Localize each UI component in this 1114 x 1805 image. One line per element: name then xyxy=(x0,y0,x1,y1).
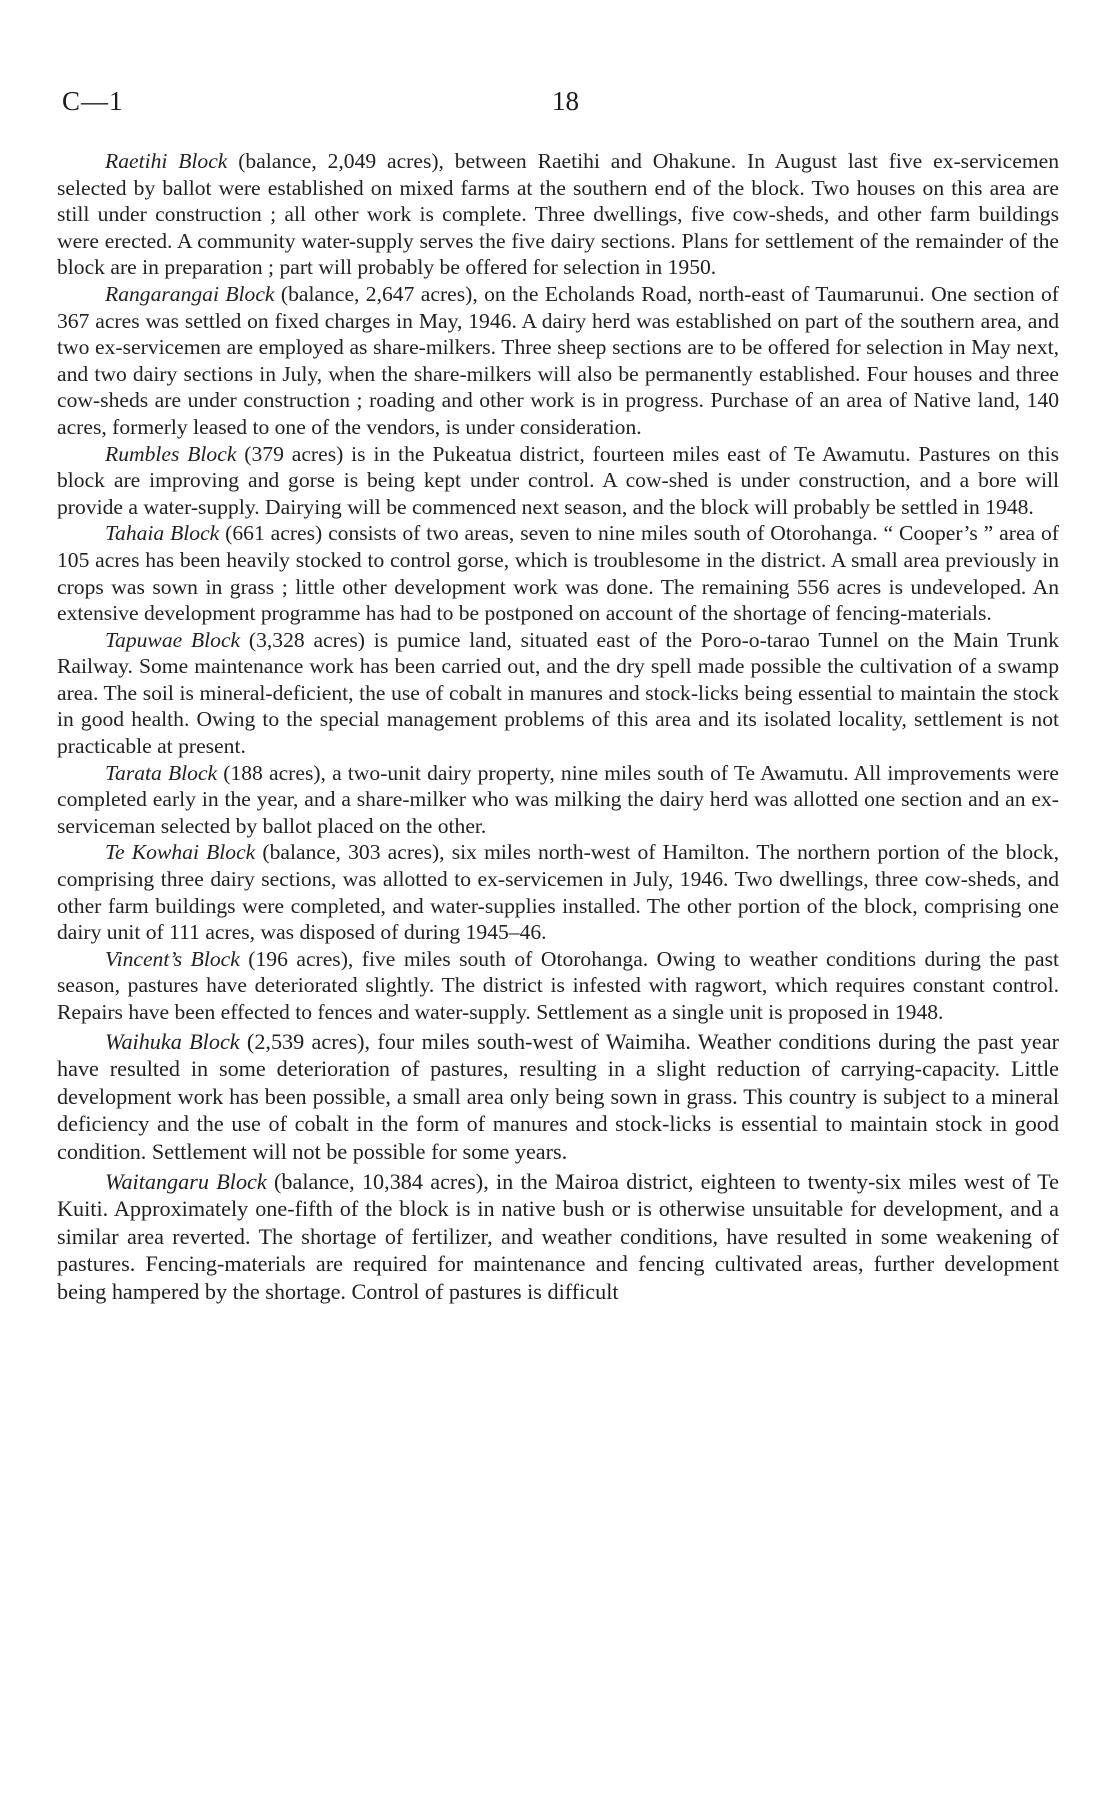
paragraph-rangarangai-block xyxy=(57,281,1059,441)
block-name: Waitangaru Block xyxy=(105,1168,267,1194)
paragraph-raetihi-block xyxy=(57,148,1059,281)
paragraph-tahaia-block xyxy=(57,520,1059,626)
page-header xyxy=(62,86,1062,126)
block-name: Tahaia Block xyxy=(105,521,220,546)
paragraph-text: (188 acres), a two-unit dairy property, nine miles south of Te Awamutu. All improvements were completed early in the year, and a share-milker who was milking the dairy herd was allotted one section and an ex-serviceman selected by ballot placed on the other. xyxy=(57,760,1060,838)
paragraph-text: (balance, 2,647 acres), on the Echolands Road, north-east of Taumarunui. One section of 367 acres was settled on fixed charges in May, 1946. A dairy herd was established on part of the southern area, and two ex-servicemen are employed as share-milkers. Three sheep sections are to be offered for selection in May next, and two dairy sections in July, when the share-milkers will also be permanently established. Four houses and three cow-sheds are under construction ; roading and other work is in progress. Purchase of an area of Native land, 140 acres, formerly leased to one of the vendors, is under consideration. xyxy=(57,281,1059,439)
paragraph-te-kowhai-block xyxy=(57,839,1059,945)
block-name: Raetihi Block xyxy=(105,149,228,173)
paragraph-text: (balance, 10,384 acres), in the Mairoa district, eighteen to twenty-six miles west of Te Kuiti. Approximately one-fifth of the block is in native bush or is otherwise unsuitable for development, and a similar area reverted. The shortage of fertilizer, and weather conditions, have resulted in some weakening of pastures. Fencing-materials are required for maintenance and fencing cultivated areas, further development being hampered by the shortage. Control of pastures is difficult xyxy=(57,1168,1059,1304)
paragraph-tapuwae-block xyxy=(57,627,1059,760)
paragraph-text: (balance, 303 acres), six miles north-west of Hamilton. The northern portion of the block, comprising three dairy sections, was allotted to ex-servicemen in July, 1946. Two dwellings, three cow-sheds, and other farm buildings were completed, and water-supplies installed. The other portion of the block, comprising one dairy unit of 111 acres, was disposed of during 1945–46. xyxy=(57,840,1060,945)
paragraph-vincents-block xyxy=(57,946,1059,1026)
block-name: Rumbles Block xyxy=(105,441,237,466)
paragraph-waitangaru-block xyxy=(57,1168,1059,1306)
paragraph-text: (379 acres) is in the Pukeatua district, fourteen miles east of Te Awamutu. Pastures on this block are improving and gorse is being kept under control. A cow-shed is under construction, and a bore will provide a water-supply. Dairying will be commenced next season, and the block will probably be settled in 1948. xyxy=(57,441,1059,519)
block-name: Tapuwae Block xyxy=(105,627,241,652)
block-name: Waihuka Block xyxy=(105,1028,240,1054)
paragraph-rumbles-block xyxy=(57,441,1059,521)
page-number: 18 xyxy=(552,86,579,116)
paragraph-text: (196 acres), five miles south of Otorohanga. Owing to weather conditions during the past season, pastures have deteriorated slightly. The district is infested with ragwort, which requires constant control. Repairs have been effected to fences and water-supply. Settlement as a single unit is proposed in 1948. xyxy=(57,946,1060,1024)
body-text xyxy=(57,148,1059,1306)
block-name: Vincent’s Block xyxy=(105,946,240,971)
paragraph-text: (3,328 acres) is pumice land, situated east of the Poro-o-tarao Tunnel on the Main Trunk Railway. Some maintenance work has been carried out, and the dry spell made possible the cultivation of a swamp area. The soil is mineral-deficient, the use of cobalt in manures and stock-licks being essential to maintain the stock in good health. Owing to the special management problems of this area and its isolated locality, settlement is not practicable at present. xyxy=(57,627,1059,759)
block-name: Te Kowhai Block xyxy=(105,840,256,865)
block-name: Rangarangai Block xyxy=(105,281,275,306)
document-code: C—1 xyxy=(62,86,124,116)
paragraph-tarata-block xyxy=(57,760,1059,840)
paragraph-text: (2,539 acres), four miles south-west of Waimiha. Weather conditions during the past year have resulted in some deterioration of pastures, resulting in a slight reduction of carrying-capacity. Little development work has been possible, a small area only being sown in grass. This country is subject to a mineral deficiency and the use of cobalt in the form of manures and stock-licks is essential to maintain stock in good condition. Settlement will not be possible for some years. xyxy=(57,1028,1059,1164)
paragraph-text: (661 acres) consists of two areas, seven to nine miles south of Otorohanga. “ Cooper’s ” area of 105 acres has been heavily stocked to control gorse, which is troublesome in the district. A small area previously in crops was sown in grass ; little other development work was done. The remaining 556 acres is undeveloped. An extensive development programme has had to be postponed on account of the shortage of fencing-materials. xyxy=(57,521,1059,626)
block-name: Tarata Block xyxy=(105,760,218,785)
paragraph-text: (balance, 2,049 acres), between Raetihi and Ohakune. In August last five ex-servicemen selected by ballot were established on mixed farms at the southern end of the block. Two houses on this area are still under construction ; all other work is complete. Three dwellings, five cow-sheds, and other farm buildings were erected. A community water-supply serves the five dairy sections. Plans for settlement of the remainder of the block are in preparation ; part will probably be offered for selection in 1950. xyxy=(57,149,1060,280)
paragraph-waihuka-block xyxy=(57,1028,1059,1166)
